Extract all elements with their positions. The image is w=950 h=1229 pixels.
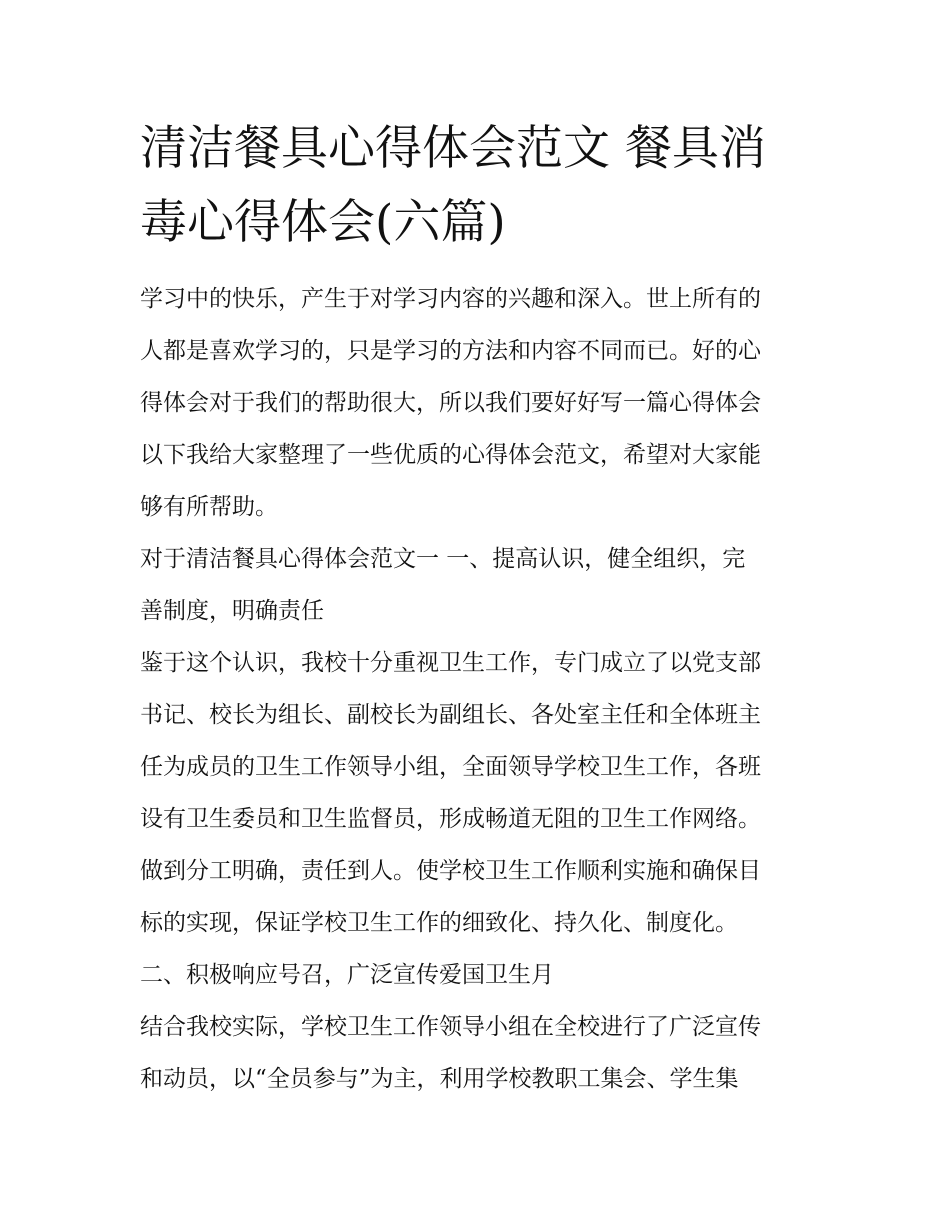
paragraph-intro bbox=[140, 273, 815, 533]
text-line: 够有所帮助。 bbox=[140, 494, 278, 520]
paragraph-section-one-body bbox=[140, 637, 815, 949]
document-page bbox=[140, 112, 815, 1105]
text-line: 任为成员的卫生工作领导小组，全面领导学校卫生工作，各班 bbox=[140, 754, 761, 780]
document-title bbox=[140, 112, 815, 260]
text-line: 人都是喜欢学习的，只是学习的方法和内容不同而已。好的心 bbox=[140, 338, 761, 364]
title-line: 毒心得体会(六篇) bbox=[140, 195, 506, 250]
text-line: 鉴于这个认识，我校十分重视卫生工作，专门成立了以党支部 bbox=[140, 650, 761, 676]
text-line: 做到分工明确，责任到人。使学校卫生工作顺利实施和确保目 bbox=[140, 858, 761, 884]
text-line: 结合我校实际，学校卫生工作领导小组在全校进行了广泛宣传 bbox=[140, 1014, 761, 1040]
text-line: 书记、校长为组长、副校长为副组长、各处室主任和全体班主 bbox=[140, 702, 761, 728]
text-line: 对于清洁餐具心得体会范文一 一、提高认识，健全组织，完 bbox=[140, 546, 746, 572]
document-body bbox=[140, 273, 815, 1105]
text-line: 设有卫生委员和卫生监督员，形成畅道无阻的卫生工作网络。 bbox=[140, 806, 761, 832]
text-line: 二、积极响应号召，广泛宣传爱国卫生月 bbox=[140, 962, 554, 988]
text-line: 和动员，以“全员参与”为主，利用学校教职工集会、学生集 bbox=[140, 1066, 739, 1092]
text-line: 善制度，明确责任 bbox=[140, 598, 324, 624]
paragraph-section-one-heading bbox=[140, 533, 815, 637]
paragraph-section-two-body bbox=[140, 1001, 815, 1105]
title-line: 清洁餐具心得体会范文 餐具消 bbox=[140, 121, 766, 176]
text-line: 学习中的快乐，产生于对学习内容的兴趣和深入。世上所有的 bbox=[140, 286, 761, 312]
text-line: 以下我给大家整理了一些优质的心得体会范文，希望对大家能 bbox=[140, 442, 761, 468]
paragraph-section-two-heading bbox=[140, 949, 815, 1001]
text-line: 得体会对于我们的帮助很大，所以我们要好好写一篇心得体会 bbox=[140, 390, 761, 416]
text-line: 标的实现，保证学校卫生工作的细致化、持久化、制度化。 bbox=[140, 910, 738, 936]
